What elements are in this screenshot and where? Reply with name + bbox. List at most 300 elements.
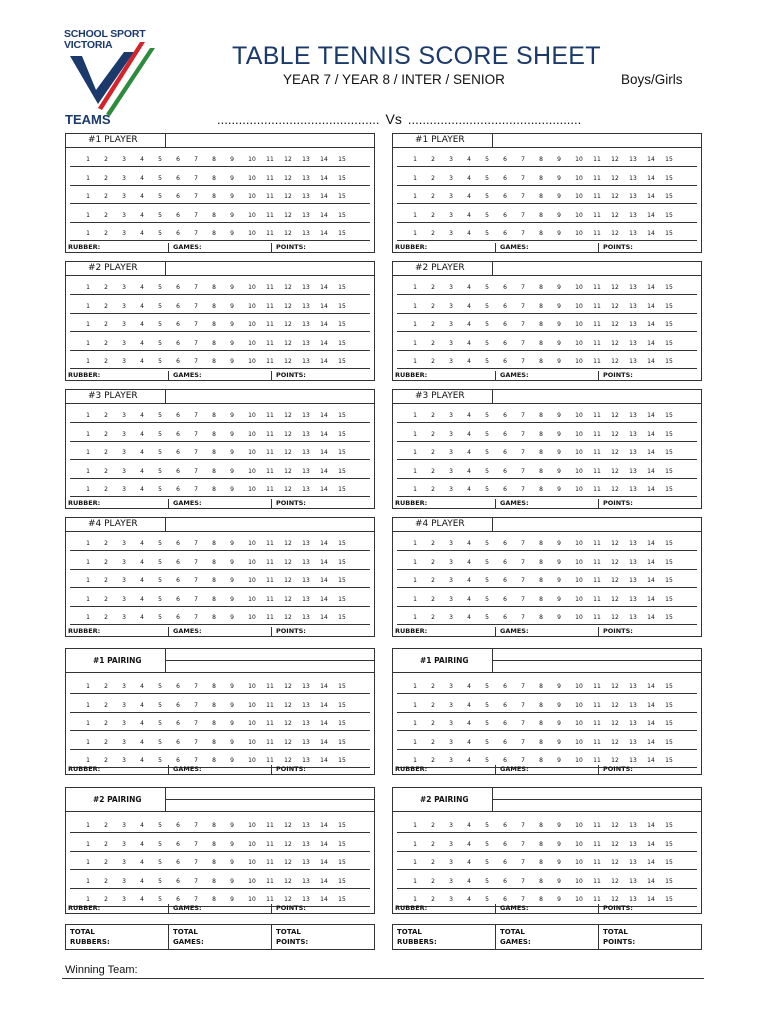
point-number[interactable]: 11 xyxy=(266,577,274,584)
point-number[interactable]: 12 xyxy=(611,174,619,182)
point-number[interactable]: 8 xyxy=(212,896,216,903)
point-number[interactable]: 13 xyxy=(629,230,637,237)
point-number[interactable]: 14 xyxy=(320,193,328,200)
point-number[interactable]: 8 xyxy=(212,467,216,475)
point-number[interactable]: 13 xyxy=(629,211,637,219)
point-number[interactable]: 2 xyxy=(431,174,435,182)
point-number[interactable]: 8 xyxy=(212,211,216,219)
point-number[interactable]: 12 xyxy=(611,284,619,291)
point-number[interactable]: 7 xyxy=(194,840,198,848)
point-number[interactable]: 1 xyxy=(86,614,90,621)
point-number[interactable]: 1 xyxy=(86,877,90,885)
point-number[interactable]: 14 xyxy=(647,284,655,291)
point-number[interactable]: 12 xyxy=(284,412,292,419)
gender-field[interactable]: Boys/Girls xyxy=(621,72,683,87)
point-number[interactable]: 7 xyxy=(521,577,525,584)
point-number[interactable]: 9 xyxy=(230,720,234,727)
game-score-row[interactable] xyxy=(70,559,370,570)
point-number[interactable]: 6 xyxy=(176,486,180,493)
point-number[interactable]: 6 xyxy=(503,822,507,829)
point-number[interactable]: 9 xyxy=(557,877,561,885)
point-number[interactable]: 1 xyxy=(413,211,417,219)
point-number[interactable]: 2 xyxy=(431,467,435,475)
point-number[interactable]: 8 xyxy=(212,877,216,885)
point-number[interactable]: 12 xyxy=(611,321,619,328)
point-number[interactable]: 8 xyxy=(212,321,216,328)
point-number[interactable]: 8 xyxy=(539,467,543,475)
point-number[interactable]: 3 xyxy=(122,321,126,328)
point-number[interactable]: 10 xyxy=(248,757,256,764)
point-number[interactable]: 15 xyxy=(665,174,673,182)
point-number[interactable]: 10 xyxy=(575,558,583,566)
point-number[interactable]: 3 xyxy=(122,467,126,475)
point-number[interactable]: 5 xyxy=(485,701,489,709)
point-number[interactable]: 12 xyxy=(611,358,619,365)
point-number[interactable]: 5 xyxy=(158,577,162,584)
point-number[interactable]: 9 xyxy=(230,577,234,584)
point-number[interactable]: 10 xyxy=(248,174,256,182)
point-number[interactable]: 3 xyxy=(449,156,453,163)
point-number[interactable]: 6 xyxy=(503,720,507,727)
point-number[interactable]: 10 xyxy=(248,358,256,365)
point-number[interactable]: 7 xyxy=(521,595,525,603)
point-number[interactable]: 3 xyxy=(122,859,126,866)
point-number[interactable]: 5 xyxy=(485,284,489,291)
point-number[interactable]: 9 xyxy=(230,358,234,365)
game-score-row[interactable] xyxy=(70,431,370,442)
point-number[interactable]: 10 xyxy=(248,822,256,829)
point-number[interactable]: 6 xyxy=(503,595,507,603)
point-number[interactable]: 14 xyxy=(647,321,655,328)
point-number[interactable]: 1 xyxy=(413,193,417,200)
point-number[interactable]: 9 xyxy=(230,284,234,291)
point-number[interactable]: 9 xyxy=(557,720,561,727)
point-number[interactable]: 5 xyxy=(158,284,162,291)
point-number[interactable]: 3 xyxy=(449,412,453,419)
game-score-row[interactable] xyxy=(397,358,697,369)
point-number[interactable]: 15 xyxy=(665,486,673,493)
point-number[interactable]: 9 xyxy=(230,701,234,709)
point-number[interactable]: 1 xyxy=(86,757,90,764)
point-number[interactable]: 13 xyxy=(302,720,310,727)
point-number[interactable]: 7 xyxy=(521,614,525,621)
point-number[interactable]: 13 xyxy=(302,284,310,291)
point-number[interactable]: 2 xyxy=(431,412,435,419)
point-number[interactable]: 7 xyxy=(194,449,198,456)
point-number[interactable]: 12 xyxy=(611,156,619,163)
point-number[interactable]: 1 xyxy=(86,358,90,365)
point-number[interactable]: 12 xyxy=(284,358,292,365)
point-number[interactable]: 1 xyxy=(413,757,417,764)
game-score-row[interactable] xyxy=(397,739,697,750)
point-number[interactable]: 3 xyxy=(122,577,126,584)
player-name-field[interactable] xyxy=(493,390,701,404)
point-number[interactable]: 1 xyxy=(413,683,417,690)
point-number[interactable]: 4 xyxy=(467,840,471,848)
point-number[interactable]: 2 xyxy=(431,230,435,237)
point-number[interactable]: 5 xyxy=(158,174,162,182)
point-number[interactable]: 9 xyxy=(557,412,561,419)
point-number[interactable]: 13 xyxy=(629,358,637,365)
game-score-row[interactable] xyxy=(70,739,370,750)
point-number[interactable]: 7 xyxy=(194,877,198,885)
point-number[interactable]: 11 xyxy=(593,467,601,475)
point-number[interactable]: 9 xyxy=(230,558,234,566)
point-number[interactable]: 1 xyxy=(413,358,417,365)
point-number[interactable]: 5 xyxy=(158,720,162,727)
point-number[interactable]: 12 xyxy=(284,174,292,182)
point-number[interactable]: 14 xyxy=(647,430,655,438)
point-number[interactable]: 4 xyxy=(467,540,471,547)
point-number[interactable]: 8 xyxy=(539,174,543,182)
point-number[interactable]: 7 xyxy=(521,193,525,200)
point-number[interactable]: 6 xyxy=(176,284,180,291)
point-number[interactable]: 4 xyxy=(140,558,144,566)
point-number[interactable]: 11 xyxy=(593,321,601,328)
game-score-row[interactable] xyxy=(397,614,697,625)
point-number[interactable]: 9 xyxy=(557,757,561,764)
point-number[interactable]: 10 xyxy=(575,877,583,885)
point-number[interactable]: 9 xyxy=(557,156,561,163)
point-number[interactable]: 13 xyxy=(302,595,310,603)
point-number[interactable]: 6 xyxy=(176,757,180,764)
point-number[interactable]: 8 xyxy=(212,614,216,621)
point-number[interactable]: 5 xyxy=(485,156,489,163)
point-number[interactable]: 10 xyxy=(575,540,583,547)
game-score-row[interactable] xyxy=(397,230,697,241)
point-number[interactable]: 8 xyxy=(539,822,543,829)
point-number[interactable]: 15 xyxy=(665,614,673,621)
point-number[interactable]: 11 xyxy=(593,577,601,584)
point-number[interactable]: 10 xyxy=(248,193,256,200)
point-number[interactable]: 9 xyxy=(230,840,234,848)
point-number[interactable]: 2 xyxy=(104,321,108,328)
point-number[interactable]: 10 xyxy=(575,156,583,163)
point-number[interactable]: 11 xyxy=(266,840,274,848)
point-number[interactable]: 8 xyxy=(212,193,216,200)
point-number[interactable]: 2 xyxy=(431,738,435,746)
point-number[interactable]: 8 xyxy=(212,284,216,291)
point-number[interactable]: 5 xyxy=(485,540,489,547)
point-number[interactable]: 14 xyxy=(647,738,655,746)
point-number[interactable]: 12 xyxy=(284,284,292,291)
point-number[interactable]: 10 xyxy=(248,577,256,584)
point-number[interactable]: 10 xyxy=(248,896,256,903)
point-number[interactable]: 3 xyxy=(122,738,126,746)
point-number[interactable]: 10 xyxy=(575,412,583,419)
game-score-row[interactable] xyxy=(397,720,697,731)
point-number[interactable]: 10 xyxy=(248,449,256,456)
point-number[interactable]: 4 xyxy=(140,540,144,547)
point-number[interactable]: 12 xyxy=(284,558,292,566)
point-number[interactable]: 13 xyxy=(629,486,637,493)
point-number[interactable]: 8 xyxy=(212,449,216,456)
point-number[interactable]: 11 xyxy=(266,193,274,200)
point-number[interactable]: 13 xyxy=(629,558,637,566)
point-number[interactable]: 6 xyxy=(503,840,507,848)
point-number[interactable]: 8 xyxy=(212,738,216,746)
point-number[interactable]: 3 xyxy=(449,720,453,727)
point-number[interactable]: 6 xyxy=(176,467,180,475)
point-number[interactable]: 2 xyxy=(104,230,108,237)
point-number[interactable]: 14 xyxy=(647,558,655,566)
point-number[interactable]: 1 xyxy=(413,412,417,419)
point-number[interactable]: 9 xyxy=(230,822,234,829)
point-number[interactable]: 8 xyxy=(539,449,543,456)
point-number[interactable]: 1 xyxy=(413,822,417,829)
point-number[interactable]: 5 xyxy=(485,230,489,237)
point-number[interactable]: 8 xyxy=(212,540,216,547)
point-number[interactable]: 4 xyxy=(467,467,471,475)
point-number[interactable]: 11 xyxy=(266,614,274,621)
point-number[interactable]: 8 xyxy=(212,859,216,866)
point-number[interactable]: 9 xyxy=(557,284,561,291)
point-number[interactable]: 9 xyxy=(557,230,561,237)
point-number[interactable]: 10 xyxy=(575,284,583,291)
point-number[interactable]: 6 xyxy=(503,614,507,621)
point-number[interactable]: 12 xyxy=(611,558,619,566)
point-number[interactable]: 6 xyxy=(176,156,180,163)
point-number[interactable]: 6 xyxy=(503,302,507,310)
point-number[interactable]: 15 xyxy=(665,877,673,885)
point-number[interactable]: 4 xyxy=(467,822,471,829)
point-number[interactable]: 4 xyxy=(467,430,471,438)
point-number[interactable]: 3 xyxy=(122,757,126,764)
point-number[interactable]: 13 xyxy=(629,614,637,621)
point-number[interactable]: 11 xyxy=(593,822,601,829)
game-score-row[interactable] xyxy=(397,303,697,314)
point-number[interactable]: 8 xyxy=(212,358,216,365)
game-score-row[interactable] xyxy=(397,175,697,186)
point-number[interactable]: 12 xyxy=(284,449,292,456)
point-number[interactable]: 15 xyxy=(665,840,673,848)
point-number[interactable]: 15 xyxy=(665,701,673,709)
point-number[interactable]: 3 xyxy=(122,174,126,182)
point-number[interactable]: 14 xyxy=(647,412,655,419)
point-number[interactable]: 10 xyxy=(575,486,583,493)
point-number[interactable]: 11 xyxy=(266,595,274,603)
point-number[interactable]: 12 xyxy=(611,211,619,219)
point-number[interactable]: 9 xyxy=(230,230,234,237)
point-number[interactable]: 14 xyxy=(320,412,328,419)
point-number[interactable]: 12 xyxy=(284,896,292,903)
point-number[interactable]: 12 xyxy=(284,486,292,493)
point-number[interactable]: 7 xyxy=(194,156,198,163)
point-number[interactable]: 2 xyxy=(104,339,108,347)
point-number[interactable]: 12 xyxy=(611,840,619,848)
point-number[interactable]: 3 xyxy=(449,174,453,182)
point-number[interactable]: 1 xyxy=(86,412,90,419)
point-number[interactable]: 12 xyxy=(284,577,292,584)
point-number[interactable]: 14 xyxy=(320,358,328,365)
point-number[interactable]: 10 xyxy=(575,720,583,727)
point-number[interactable]: 3 xyxy=(122,540,126,547)
point-number[interactable]: 9 xyxy=(557,840,561,848)
game-score-row[interactable] xyxy=(70,175,370,186)
point-number[interactable]: 11 xyxy=(266,757,274,764)
point-number[interactable]: 13 xyxy=(629,757,637,764)
point-number[interactable]: 15 xyxy=(665,720,673,727)
point-number[interactable]: 13 xyxy=(302,683,310,690)
point-number[interactable]: 3 xyxy=(449,321,453,328)
point-number[interactable]: 12 xyxy=(284,840,292,848)
point-number[interactable]: 4 xyxy=(467,558,471,566)
point-number[interactable]: 13 xyxy=(629,896,637,903)
point-number[interactable]: 12 xyxy=(611,540,619,547)
game-score-row[interactable] xyxy=(70,596,370,607)
point-number[interactable]: 14 xyxy=(647,577,655,584)
point-number[interactable]: 5 xyxy=(158,859,162,866)
point-number[interactable]: 7 xyxy=(194,302,198,310)
point-number[interactable]: 14 xyxy=(320,284,328,291)
point-number[interactable]: 14 xyxy=(320,540,328,547)
point-number[interactable]: 2 xyxy=(104,358,108,365)
point-number[interactable]: 2 xyxy=(431,486,435,493)
point-number[interactable]: 11 xyxy=(593,230,601,237)
point-number[interactable]: 9 xyxy=(557,683,561,690)
point-number[interactable]: 15 xyxy=(665,156,673,163)
point-number[interactable]: 14 xyxy=(320,614,328,621)
point-number[interactable]: 15 xyxy=(338,701,346,709)
point-number[interactable]: 2 xyxy=(104,193,108,200)
point-number[interactable]: 6 xyxy=(503,358,507,365)
point-number[interactable]: 14 xyxy=(647,701,655,709)
point-number[interactable]: 8 xyxy=(212,558,216,566)
point-number[interactable]: 11 xyxy=(593,896,601,903)
point-number[interactable]: 5 xyxy=(158,339,162,347)
game-score-row[interactable] xyxy=(397,321,697,332)
game-score-row[interactable] xyxy=(397,540,697,551)
point-number[interactable]: 15 xyxy=(338,467,346,475)
point-number[interactable]: 12 xyxy=(611,339,619,347)
point-number[interactable]: 14 xyxy=(647,540,655,547)
point-number[interactable]: 11 xyxy=(266,321,274,328)
point-number[interactable]: 9 xyxy=(230,174,234,182)
point-number[interactable]: 10 xyxy=(575,683,583,690)
point-number[interactable]: 2 xyxy=(431,339,435,347)
point-number[interactable]: 7 xyxy=(521,896,525,903)
point-number[interactable]: 15 xyxy=(338,540,346,547)
point-number[interactable]: 8 xyxy=(212,701,216,709)
point-number[interactable]: 10 xyxy=(575,430,583,438)
point-number[interactable]: 2 xyxy=(104,877,108,885)
point-number[interactable]: 1 xyxy=(86,595,90,603)
point-number[interactable]: 9 xyxy=(230,859,234,866)
point-number[interactable]: 6 xyxy=(176,720,180,727)
point-number[interactable]: 6 xyxy=(503,896,507,903)
point-number[interactable]: 7 xyxy=(521,738,525,746)
point-number[interactable]: 8 xyxy=(212,156,216,163)
point-number[interactable]: 3 xyxy=(122,211,126,219)
point-number[interactable]: 10 xyxy=(575,614,583,621)
point-number[interactable]: 11 xyxy=(593,412,601,419)
point-number[interactable]: 5 xyxy=(158,358,162,365)
point-number[interactable]: 10 xyxy=(575,321,583,328)
point-number[interactable]: 3 xyxy=(122,595,126,603)
point-number[interactable]: 1 xyxy=(86,339,90,347)
point-number[interactable]: 12 xyxy=(611,757,619,764)
point-number[interactable]: 13 xyxy=(629,284,637,291)
point-number[interactable]: 9 xyxy=(230,412,234,419)
point-number[interactable]: 13 xyxy=(629,683,637,690)
point-number[interactable]: 2 xyxy=(431,877,435,885)
point-number[interactable]: 15 xyxy=(665,339,673,347)
point-number[interactable]: 10 xyxy=(248,540,256,547)
point-number[interactable]: 11 xyxy=(593,339,601,347)
point-number[interactable]: 12 xyxy=(284,230,292,237)
point-number[interactable]: 3 xyxy=(122,156,126,163)
point-number[interactable]: 13 xyxy=(629,174,637,182)
point-number[interactable]: 10 xyxy=(575,339,583,347)
point-number[interactable]: 13 xyxy=(302,757,310,764)
point-number[interactable]: 4 xyxy=(140,757,144,764)
game-score-row[interactable] xyxy=(397,284,697,295)
point-number[interactable]: 5 xyxy=(485,302,489,310)
point-number[interactable]: 2 xyxy=(431,193,435,200)
point-number[interactable]: 8 xyxy=(212,757,216,764)
point-number[interactable]: 7 xyxy=(521,859,525,866)
point-number[interactable]: 13 xyxy=(302,877,310,885)
game-score-row[interactable] xyxy=(397,431,697,442)
point-number[interactable]: 5 xyxy=(158,193,162,200)
point-number[interactable]: 10 xyxy=(248,558,256,566)
point-number[interactable]: 2 xyxy=(104,211,108,219)
point-number[interactable]: 11 xyxy=(593,840,601,848)
point-number[interactable]: 10 xyxy=(248,877,256,885)
point-number[interactable]: 13 xyxy=(302,486,310,493)
point-number[interactable]: 2 xyxy=(431,701,435,709)
point-number[interactable]: 13 xyxy=(302,577,310,584)
point-number[interactable]: 4 xyxy=(140,156,144,163)
winning-team-line[interactable] xyxy=(62,978,704,979)
point-number[interactable]: 1 xyxy=(413,540,417,547)
point-number[interactable]: 5 xyxy=(485,174,489,182)
point-number[interactable]: 6 xyxy=(176,321,180,328)
point-number[interactable]: 7 xyxy=(521,840,525,848)
point-number[interactable]: 6 xyxy=(503,430,507,438)
point-number[interactable]: 9 xyxy=(557,577,561,584)
point-number[interactable]: 4 xyxy=(140,449,144,456)
point-number[interactable]: 14 xyxy=(320,840,328,848)
point-number[interactable]: 14 xyxy=(320,738,328,746)
player-name-field[interactable] xyxy=(493,788,701,800)
point-number[interactable]: 4 xyxy=(467,284,471,291)
point-number[interactable]: 2 xyxy=(104,449,108,456)
game-score-row[interactable] xyxy=(70,720,370,731)
point-number[interactable]: 8 xyxy=(539,540,543,547)
point-number[interactable]: 15 xyxy=(665,558,673,566)
point-number[interactable]: 3 xyxy=(449,558,453,566)
point-number[interactable]: 14 xyxy=(320,720,328,727)
point-number[interactable]: 7 xyxy=(521,558,525,566)
point-number[interactable]: 15 xyxy=(665,302,673,310)
point-number[interactable]: 5 xyxy=(485,859,489,866)
player-name-field[interactable] xyxy=(166,800,374,812)
point-number[interactable]: 13 xyxy=(629,701,637,709)
point-number[interactable]: 3 xyxy=(449,540,453,547)
point-number[interactable]: 15 xyxy=(338,174,346,182)
point-number[interactable]: 11 xyxy=(593,174,601,182)
point-number[interactable]: 2 xyxy=(104,614,108,621)
point-number[interactable]: 3 xyxy=(449,193,453,200)
point-number[interactable]: 14 xyxy=(647,822,655,829)
point-number[interactable]: 13 xyxy=(629,540,637,547)
point-number[interactable]: 13 xyxy=(302,321,310,328)
point-number[interactable]: 4 xyxy=(140,859,144,866)
point-number[interactable]: 11 xyxy=(266,738,274,746)
point-number[interactable]: 15 xyxy=(665,757,673,764)
point-number[interactable]: 2 xyxy=(104,720,108,727)
